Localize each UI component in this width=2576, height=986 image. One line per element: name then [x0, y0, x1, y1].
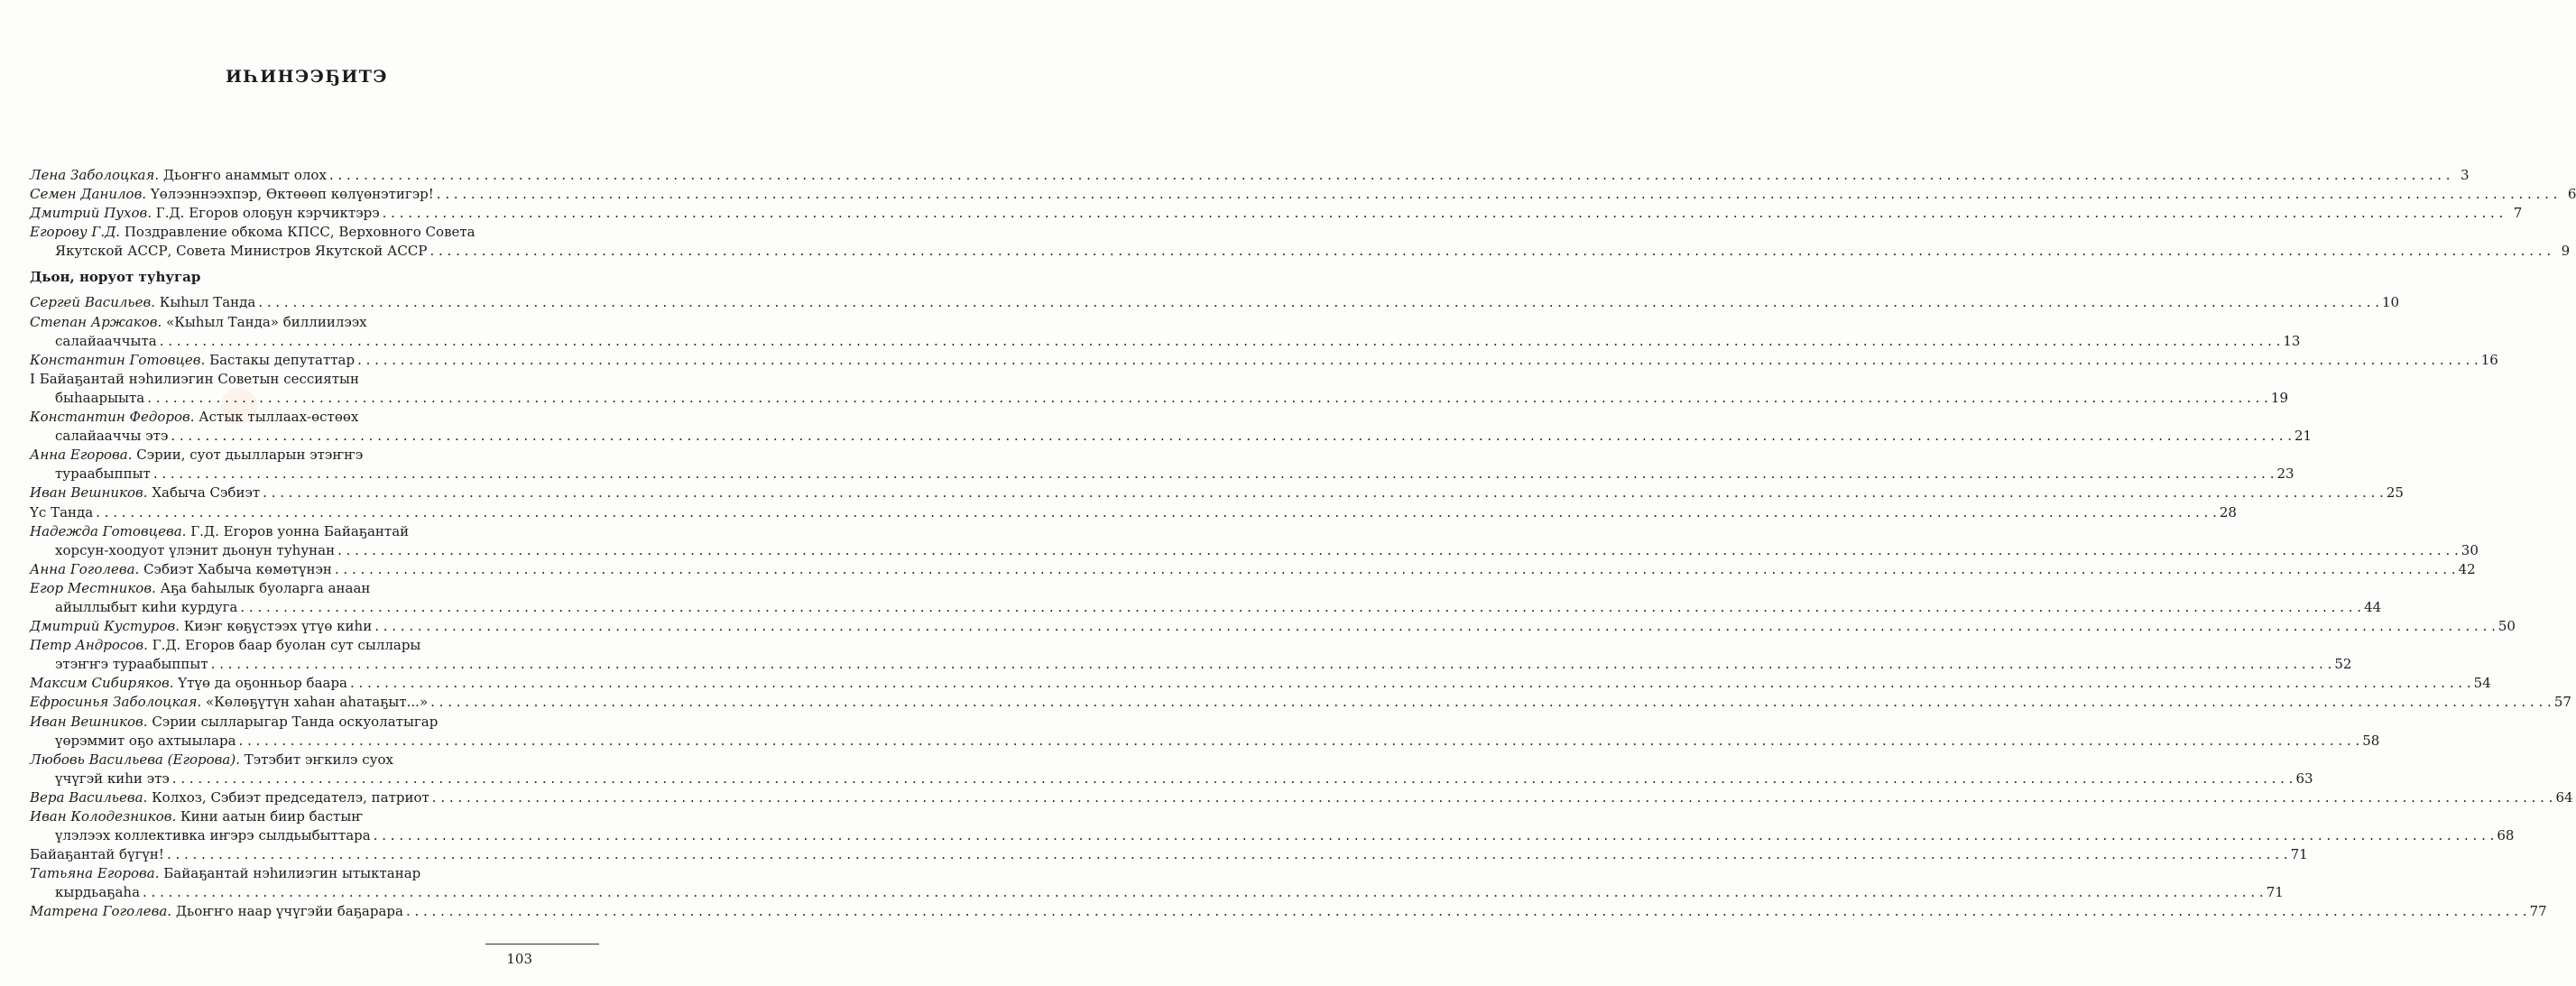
toc-entry-author: Дмитрий Пухов.	[30, 205, 152, 222]
toc-dot-leader	[143, 883, 2264, 902]
toc-entry-title: Аҕа баһылык буоларга анаан	[160, 579, 371, 596]
toc-entry	[30, 370, 2289, 408]
toc-entry-text	[30, 788, 429, 807]
toc-entry	[30, 864, 2284, 902]
toc-entry-line	[30, 389, 2289, 408]
toc-entry-line	[30, 598, 2382, 617]
toc-entry-text	[30, 204, 380, 223]
toc-entry-title: Дьоҥҥо наар үчүгэйи баҕарара	[175, 903, 403, 920]
toc-entry	[30, 807, 2515, 845]
section-heading: Дьон, норуот туһугар	[30, 269, 201, 286]
toc-entry-author: Анна Егорова.	[30, 447, 133, 464]
toc-entry-author: Матрена Гоголева.	[30, 903, 172, 920]
toc-entry-line	[30, 503, 2237, 522]
toc-entry-title: Поздравление обкома КПСС, Верховного Совета	[124, 224, 475, 241]
page-number: 103	[506, 951, 532, 967]
toc-entry-line	[30, 845, 2308, 864]
toc-entry-author: Дмитрий Кустуров.	[30, 618, 180, 635]
toc-page-number: 3	[2461, 167, 2470, 183]
toc-entry	[30, 223, 2571, 261]
toc-entry	[30, 408, 2313, 446]
toc-page-number: 19	[2270, 389, 2289, 406]
toc-entry-author: Петр Андросов.	[30, 637, 148, 654]
toc-entry-line	[30, 636, 527, 655]
toc-entry-text	[55, 655, 208, 674]
toc-entry-title: Сэрии, суот дьылларын этэҥҥэ	[136, 447, 364, 464]
toc-entry-author: Иван Вешников.	[30, 713, 148, 730]
toc-entry-line	[30, 713, 527, 732]
toc-entry-text	[30, 713, 438, 732]
toc-dot-leader	[430, 693, 2552, 712]
toc-entry-text	[30, 484, 260, 502]
toc-entry-line	[30, 579, 527, 598]
toc-entry-title: Кыһыл Танда	[159, 294, 256, 311]
toc-entry-text	[30, 522, 409, 541]
toc-entry-text	[30, 503, 93, 522]
toc-entry-text	[55, 769, 170, 788]
toc-entry-text	[30, 166, 327, 185]
toc-entry-text	[30, 693, 428, 712]
toc-entry-text	[30, 370, 359, 389]
toc-entry-title: Г.Д. Егоров баар буолан сут сыллары	[152, 637, 421, 654]
toc-entry	[30, 579, 2382, 617]
toc-entry-text	[55, 826, 371, 845]
toc-entry-text	[30, 560, 332, 579]
toc-entry-text	[30, 293, 255, 312]
toc-entry-line	[30, 902, 2547, 921]
toc-entry-line	[30, 788, 2573, 807]
toc-page-number: 25	[2386, 484, 2404, 502]
toc-page-number: 9	[2561, 243, 2571, 260]
toc-entry-title: I Байаҕантай нэһилиэгин Советын сессиятын	[30, 370, 359, 387]
page-title: ИҺИНЭЭҔИТЭ	[225, 67, 389, 87]
toc-entry-line	[30, 883, 2284, 902]
toc-dot-leader	[240, 598, 2361, 617]
toc-entry-author: Константин Готовцев.	[30, 351, 206, 368]
toc-dot-leader	[432, 788, 2553, 807]
toc-entry	[30, 902, 2547, 921]
toc-entry-line	[30, 223, 527, 242]
toc-dot-leader	[211, 655, 2332, 674]
toc-entry-text	[55, 389, 144, 408]
toc-entry-title: «Көлөҕүтүн хаһан аһатаҕыт...»	[206, 694, 429, 711]
toc-entry	[30, 845, 2308, 864]
toc-entry-author: Егорову Г.Д.	[30, 224, 121, 241]
toc-entry	[30, 751, 2313, 788]
toc-entry-title: үлэлээх коллективка иҥэрэ сылдьыбыттара	[55, 827, 371, 844]
toc-entry-line	[30, 204, 2523, 223]
toc-entry-author: Иван Вешников.	[30, 484, 148, 502]
toc-entry	[30, 636, 2352, 674]
toc-entry-author: Ефросинья Заболоцкая.	[30, 694, 202, 711]
toc-entry-line	[30, 293, 2400, 312]
toc-entry-line	[30, 427, 2313, 446]
toc-entry	[30, 522, 2479, 560]
toc-entry-text	[55, 465, 151, 484]
toc-entry-text	[30, 579, 370, 598]
toc-entry-title: Астык тыллаах-өстөөх	[199, 409, 359, 426]
toc-entry	[30, 693, 2571, 712]
toc-entry-text	[30, 674, 347, 693]
toc-entry	[30, 560, 2476, 579]
toc-entry-line	[30, 693, 2571, 712]
toc-entry-line	[30, 351, 2498, 370]
toc-page-number: 13	[2283, 332, 2301, 349]
toc-page-number: 10	[2382, 294, 2400, 311]
toc-entry-title: тураабыппыт	[55, 465, 151, 483]
toc-page-number: 28	[2219, 503, 2237, 521]
toc-dot-leader	[374, 826, 2495, 845]
toc-entry-text	[55, 541, 335, 560]
toc-entry-text	[30, 807, 363, 826]
toc-page-number: 16	[2480, 351, 2498, 368]
toc-entry-title: салайааччыта	[55, 332, 157, 349]
table-of-contents	[30, 166, 2576, 922]
toc-entry-line	[30, 522, 527, 541]
toc-entry-line	[30, 370, 527, 389]
toc-dot-leader	[263, 484, 2384, 502]
toc-entry-author: Иван Колодезников.	[30, 808, 177, 825]
toc-dot-leader	[160, 332, 2281, 351]
toc-entry	[30, 351, 2498, 370]
toc-page-number: 71	[2290, 846, 2308, 863]
toc-entry-line	[30, 732, 2380, 751]
toc-entry-title: Хабыча Сэбиэт	[152, 484, 261, 502]
toc-entry-title: Дьоҥҥо анаммыт олох	[162, 167, 327, 183]
toc-entry-author: Надежда Готовцева.	[30, 522, 187, 539]
toc-dot-leader	[429, 242, 2551, 261]
toc-entry-title: Г.Д. Егоров олоҕун кэрчиктэрэ	[155, 205, 380, 222]
toc-entry-line	[30, 484, 2404, 502]
toc-entry-author: Любовь Васильева (Егорова).	[30, 751, 240, 768]
toc-entry-title: Сэрии сылларыгар Танда оскуолатыгар	[152, 713, 439, 730]
toc-page-number: 64	[2555, 788, 2573, 806]
toc-entry-line	[30, 313, 527, 332]
toc-entry-text	[55, 332, 157, 351]
toc-entry-text	[30, 351, 355, 370]
toc-section-block	[30, 293, 2573, 921]
toc-entry-title: үөрэммит оҕо ахтыылара	[55, 732, 236, 749]
toc-entry-title: Үс Танда	[30, 503, 94, 521]
toc-entry-text	[30, 185, 434, 204]
toc-dot-leader	[406, 902, 2527, 921]
toc-dot-leader	[437, 185, 2558, 204]
toc-entry-title: Якутской АССР, Совета Министров Якутской АССР	[55, 243, 428, 260]
toc-page-number: 7	[2513, 205, 2523, 222]
toc-entry	[30, 204, 2523, 223]
toc-entry-title: этэҥҥэ тураабыппыт	[55, 656, 208, 673]
toc-dot-leader	[239, 732, 2360, 751]
toc-page-number: 57	[2553, 694, 2571, 711]
toc-entry-text	[55, 598, 237, 617]
toc-entry-title: айыллыбыт киһи курдуга	[55, 598, 238, 615]
toc-dot-leader	[329, 166, 2451, 185]
toc-entry-title: быһаарыыта	[55, 389, 145, 406]
toc-entry-line	[30, 617, 2516, 636]
toc-entry-text	[30, 408, 358, 427]
toc-entry-text	[55, 732, 236, 751]
toc-entry-line	[30, 826, 2515, 845]
toc-entry-author: Лена Заболоцкая.	[30, 167, 160, 183]
toc-page-number: 6	[2567, 186, 2576, 203]
toc-dot-leader	[171, 427, 2292, 446]
toc-entry-line	[30, 769, 2313, 788]
toc-entry-text	[55, 427, 168, 446]
toc-entry-title: «Кыһыл Танда» биллиилээх	[166, 313, 367, 330]
toc-dot-leader	[172, 769, 2294, 788]
toc-entry-title: Байаҕантай бүгүн!	[30, 846, 164, 863]
toc-entry-text	[30, 313, 367, 332]
toc-entry	[30, 617, 2516, 636]
toc-entry-line	[30, 807, 527, 826]
toc-entry	[30, 788, 2573, 807]
toc-entry-line	[30, 332, 2301, 351]
toc-entry-author: Сергей Васильев.	[30, 294, 155, 311]
toc-dot-leader	[167, 845, 2288, 864]
toc-entry-line	[30, 408, 527, 427]
toc-entry-author: Егор Местников.	[30, 579, 156, 596]
toc-page-number: 77	[2529, 903, 2547, 920]
toc-entry-title: Сэбиэт Хабыча көмөтүнэн	[143, 560, 332, 577]
toc-dot-leader	[374, 617, 2496, 636]
toc-entry-title: салайааччы этэ	[55, 428, 169, 445]
toc-dot-leader	[337, 541, 2459, 560]
toc-entry-line	[30, 674, 2491, 693]
toc-dot-leader	[147, 389, 2268, 408]
toc-entry-line	[30, 541, 2479, 560]
toc-entry-line	[30, 446, 527, 465]
toc-entry-line	[30, 560, 2476, 579]
toc-entry-author: Константин Федоров.	[30, 409, 195, 426]
toc-entry-title: кырдьаҕаһа	[55, 884, 141, 901]
toc-entry	[30, 446, 2294, 484]
toc-entry-text	[30, 446, 363, 465]
toc-entry-text	[30, 864, 420, 883]
toc-page-number: 54	[2473, 675, 2491, 692]
toc-dot-leader	[96, 503, 2217, 522]
toc-dot-leader	[258, 293, 2379, 312]
toc-entry-author: Вера Васильева.	[30, 788, 148, 806]
toc-entry-title: Бастакы депутаттар	[209, 351, 355, 368]
toc-entry-author: Семен Данилов.	[30, 186, 147, 203]
toc-page-number: 50	[2498, 618, 2516, 635]
toc-dot-leader	[153, 465, 2275, 484]
toc-entry-line	[30, 751, 527, 769]
toc-entry	[30, 713, 2380, 751]
toc-entry-text	[55, 242, 427, 261]
toc-page-number: 30	[2461, 541, 2479, 558]
toc-entry-line	[30, 864, 527, 883]
toc-entry-text	[30, 845, 164, 864]
toc-entry-title: хорсун-хоодуот үлэнит дьонун туһунан	[55, 541, 336, 558]
toc-page-number: 68	[2497, 827, 2515, 844]
toc-entry-author: Татьяна Егорова.	[30, 865, 160, 882]
toc-entry-line	[30, 166, 2470, 185]
toc-entry	[30, 166, 2470, 185]
toc-entry-text	[30, 223, 475, 242]
toc-entry-title: үчүгэй киһи этэ	[55, 769, 170, 787]
toc-entry-title: Үөлээннээхпэр, Өктөөөп көлүөнэтигэр!	[150, 186, 434, 203]
toc-front-block	[30, 166, 2576, 261]
toc-entry-title: Кини аатын биир бастыҥ	[180, 808, 364, 825]
toc-entry	[30, 484, 2404, 502]
toc-entry-title: Үтүө да оҕонньор баара	[178, 675, 347, 692]
toc-entry-text	[30, 751, 393, 769]
toc-dot-leader	[335, 560, 2456, 579]
toc-entry-text	[55, 883, 140, 902]
toc-page-number: 71	[2266, 884, 2284, 901]
toc-entry	[30, 185, 2576, 204]
toc-dot-leader	[357, 351, 2479, 370]
toc-entry-title: Тэтэбит эҥкилэ суох	[244, 751, 393, 768]
toc-entry-author: Максим Сибиряков.	[30, 675, 174, 692]
toc-page-number: 58	[2362, 732, 2380, 749]
toc-entry-author: Степан Аржаков.	[30, 313, 162, 330]
toc-entry-text	[30, 902, 403, 921]
toc-entry-line	[30, 655, 2352, 674]
toc-dot-leader	[350, 674, 2471, 693]
toc-page-number: 23	[2276, 465, 2294, 483]
toc-page-number: 63	[2295, 769, 2313, 787]
toc-entry-text	[30, 617, 372, 636]
toc-dot-leader	[383, 204, 2504, 223]
toc-page-number: 21	[2294, 428, 2313, 445]
toc-entry-line	[30, 242, 2571, 261]
toc-entry-line	[30, 185, 2576, 204]
footer-rule	[485, 944, 599, 945]
toc-entry-title: Киэҥ көҕүстээх үтүө киһи	[183, 618, 373, 635]
toc-entry-title: Г.Д. Егоров уонна Байаҕантай	[190, 522, 410, 539]
toc-entry-line	[30, 465, 2294, 484]
toc-page-number: 52	[2334, 656, 2352, 673]
toc-entry	[30, 674, 2491, 693]
toc-entry-author: Анна Гоголева.	[30, 560, 140, 577]
toc-page-number: 44	[2364, 598, 2382, 615]
toc-entry-title: Байаҕантай нэһилиэгин ытыктанар	[163, 865, 421, 882]
toc-entry	[30, 293, 2400, 312]
toc-page-number: 42	[2458, 560, 2476, 577]
toc-entry-text	[30, 636, 420, 655]
toc-entry-title: Колхоз, Сэбиэт председателэ, патриот	[152, 788, 429, 806]
toc-entry	[30, 503, 2237, 522]
toc-entry	[30, 313, 2301, 351]
